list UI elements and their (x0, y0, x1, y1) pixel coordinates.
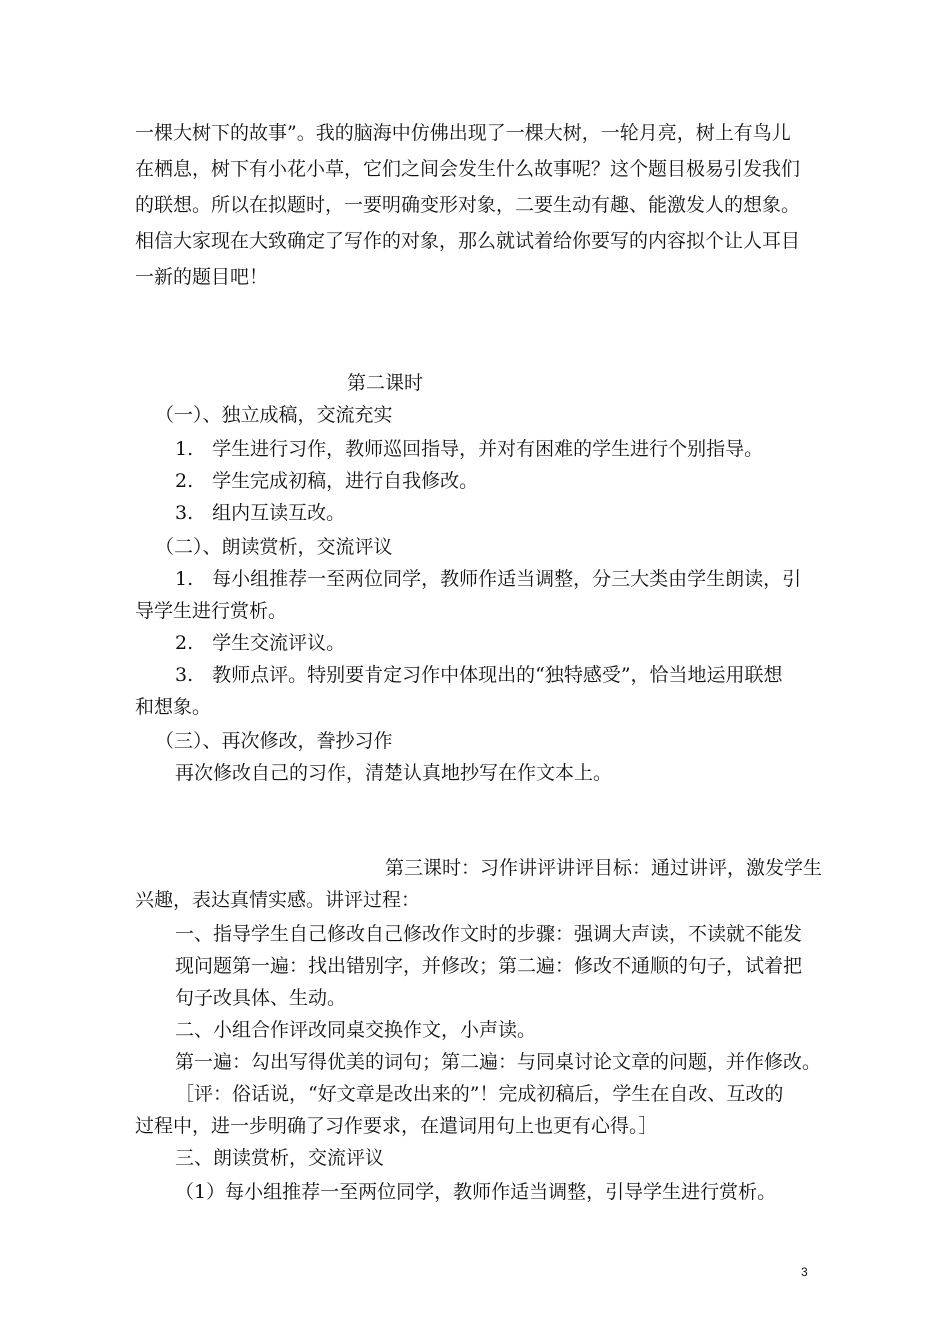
lesson2-part1-item: 3. 组内互读互改。 (175, 502, 346, 524)
lesson3-comment-cont: 过程中，进一步明确了习作要求，在遣词用句上也更有心得。］ (135, 1115, 658, 1137)
intro-line: 的联想。所以在拟题时，一要明确变形对象，二要生动有趣、能激发人的想象。 (135, 194, 801, 216)
lesson2-part2-item: 2. 学生交流评议。 (175, 632, 346, 654)
lesson2-title: 第二课时 (347, 372, 424, 394)
page-number: 3 (801, 1265, 808, 1279)
lesson2-part3-heading: （三）、再次修改，誊抄习作 (155, 730, 393, 752)
lesson3-step3: 三、朗读赏析，交流评议 (175, 1147, 385, 1169)
intro-line: 一棵大树下的故事”。我的脑海中仿佛出现了一棵大树，一轮月亮，树上有鸟儿 (135, 122, 791, 144)
lesson2-part2-heading: （二）、朗读赏析，交流评议 (155, 536, 393, 558)
lesson2-part3-text: 再次修改自己的习作，清楚认真地抄写在作文本上。 (175, 762, 613, 784)
lesson3-step2-detail: 第一遍：勾出写得优美的词句；第二遍：与同桌讨论文章的问题，并作修改。 (175, 1051, 822, 1073)
lesson3-title: 第三课时：习作讲评讲评目标：通过讲评，激发学生 (385, 857, 823, 879)
lesson3-step2: 二、小组合作评改同桌交换作文，小声读。 (175, 1019, 537, 1041)
intro-line: 一新的题目吧！ (135, 266, 269, 288)
lesson2-part1-item: 1. 学生进行习作，教师巡回指导，并对有困难的学生进行个别指导。 (175, 438, 764, 460)
lesson2-part1-heading: （一）、独立成稿，交流充实 (155, 404, 393, 426)
lesson3-title-cont: 兴趣，表达真情实感。讲评过程： (135, 889, 421, 911)
lesson2-part2-item: 1. 每小组推荐一至两位同学，教师作适当调整，分三大类由学生朗读，引 (175, 568, 802, 590)
lesson2-part2-item-cont: 导学生进行赏析。 (135, 600, 288, 622)
intro-line: 相信大家现在大致确定了写作的对象，那么就试着给你要写的内容拟个让人耳目 (135, 230, 801, 252)
lesson2-part1-item: 2. 学生完成初稿，进行自我修改。 (175, 470, 479, 492)
lesson3-step1: 句子改具体、生动。 (175, 987, 347, 1009)
lesson2-part2-item: 3. 教师点评。特别要肯定习作中体现出的“独特感受”，恰当地运用联想 (175, 664, 783, 686)
lesson3-comment: ［评：俗话说，“好文章是改出来的”！完成初稿后，学生在自改、互改的 (175, 1083, 784, 1105)
lesson3-step1: 一、指导学生自己修改自己修改作文时的步骤：强调大声读，不读就不能发 (175, 923, 803, 945)
lesson3-step1: 现问题第一遍：找出错别字，并修改；第二遍：修改不通顺的句子，试着把 (175, 955, 803, 977)
lesson3-step3-item: （1）每小组推荐一至两位同学，教师作适当调整，引导学生进行赏析。 (175, 1181, 777, 1203)
intro-line: 在栖息，树下有小花小草，它们之间会发生什么故事呢？这个题目极易引发我们 (135, 158, 801, 180)
lesson2-part2-item-cont: 和想象。 (135, 696, 212, 718)
